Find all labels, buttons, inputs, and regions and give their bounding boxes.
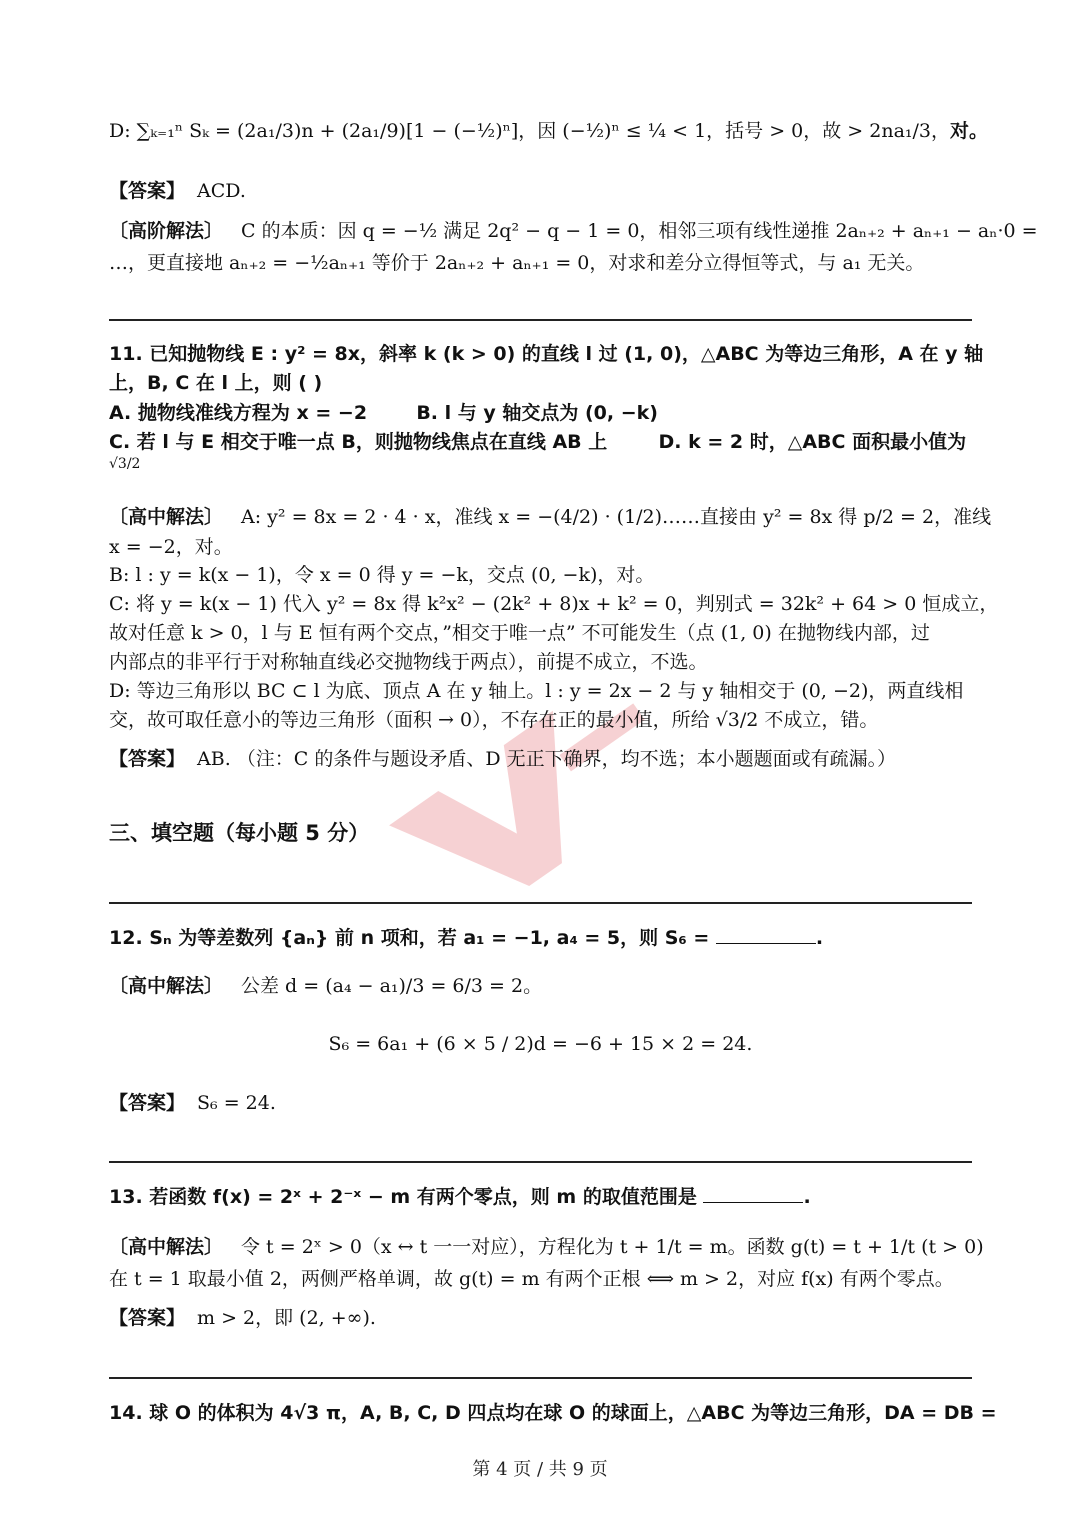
- answer-blank: [716, 925, 816, 944]
- q13-stem: 13. 若函数 f(x) = 2ˣ + 2⁻ˣ − m 有两个零点，则 m 的取值范围是 .: [109, 1186, 811, 1208]
- q14-stem: 14. 球 O 的体积为 4√3 π，A, B, C, D 四点均在球 O 的球面上，△ABC 为等边三角形，DA = DB =: [109, 1402, 997, 1424]
- divider: [109, 1161, 972, 1163]
- q12-display-equation: S₆ = 6a₁ + (6 × 5 / 2)d = −6 + 15 × 2 = 24.: [328, 1033, 753, 1055]
- q11-solution-c1: C: 将 y = k(x − 1) 代入 y² = 8x 得 k²x² − (2k² + 8)x + k² = 0，判别式 = 32k² + 64 > 0 恒成立，: [109, 593, 999, 615]
- q11-option-b: B. l 与 y 轴交点为 (0, −k): [416, 402, 658, 424]
- q13-solution-line1: 〔高中解法〕 令 t = 2ˣ > 0（x ↔ t 一一对应），方程化为 t + 1/t = m。函数 g(t) = t + 1/t (t > 0): [109, 1236, 984, 1258]
- q13-answer: 【答案】 m > 2，即 (2, +∞).: [109, 1307, 376, 1329]
- q11-option-d-fraction: √3/2: [109, 456, 141, 472]
- q11-stem-line2: 上，B, C 在 l 上，则 ( ): [109, 372, 323, 394]
- q12-answer: 【答案】 S₆ = 24.: [109, 1092, 276, 1114]
- section-title: 三、填空题（每小题 5 分）: [109, 821, 370, 845]
- q11-solution-d2: 交，故可取任意小的等边三角形（面积 → 0），不存在正的最小值，所给 √3/2 不成立，错。: [109, 709, 879, 731]
- q12-solution-line: 〔高中解法〕 公差 d = (a₄ − a₁)/3 = 6/3 = 2。: [109, 975, 543, 997]
- q11-option-c: C. 若 l 与 E 相交于唯一点 B，则抛物线焦点在直线 AB 上: [109, 431, 608, 453]
- q11-solution-d1: D: 等边三角形以 BC ⊂ l 为底、顶点 A 在 y 轴上。l : y = 2x − 2 与 y 轴相交于 (0, −2)，两直线相: [109, 680, 964, 702]
- q10-answer: 【答案】 ACD.: [109, 180, 246, 202]
- q12-stem: 12. Sₙ 为等差数列 {aₙ} 前 n 项和，若 a₁ = −1, a₄ = 5，则 S₆ = .: [109, 927, 824, 949]
- q10-d-line: D: ∑ₖ₌₁ⁿ Sₖ = (2a₁/3)n + (2a₁/9)[1 − (−½)ⁿ]，因 (−½)ⁿ ≤ ¼ < 1，括号 > 0，故 > 2na₁/3，对。: [109, 120, 989, 142]
- q11-stem-line1: 11. 已知抛物线 E : y² = 8x，斜率 k (k > 0) 的直线 l 过 (1, 0)，△ABC 为等边三角形，A 在 y 轴: [109, 343, 984, 365]
- answer-blank: [703, 1184, 803, 1203]
- q11-solution-a1: 〔高中解法〕 A: y² = 8x = 2 · 4 · x，准线 x = −(4/2) · (1/2)……直接由 y² = 8x 得 p/2 = 2，准线: [109, 506, 992, 528]
- divider: [109, 1377, 972, 1379]
- q11-options-ab: [109, 400, 972, 426]
- q13-solution-line2: 在 t = 1 取最小值 2，两侧严格单调，故 g(t) = m 有两个正根 ⟺ m > 2，对应 f(x) 有两个零点。: [109, 1268, 954, 1290]
- q10-advanced-line1: 〔高阶解法〕 C 的本质：因 q = −½ 满足 2q² − q − 1 = 0，相邻三项有线性递推 2aₙ₊₂ + aₙ₊₁ − aₙ·0 =: [109, 220, 1038, 242]
- divider: [109, 319, 972, 321]
- page-footer: 第 4 页 / 共 9 页: [472, 1459, 608, 1480]
- q11-solution-b: B: l : y = k(x − 1)，令 x = 0 得 y = −k，交点 (0, −k)，对。: [109, 564, 655, 586]
- q11-options-cd: [109, 429, 972, 455]
- q11-answer: 【答案】 AB. （注：C 的条件与题设矛盾、D 无正下确界，均不选；本小题题面或有疏漏。）: [109, 748, 897, 770]
- q11-solution-c3: 内部点的非平行于对称轴直线必交抛物线于两点），前提不成立，不选。: [109, 651, 708, 673]
- divider: [109, 902, 972, 904]
- q11-option-d: D. k = 2 时，△ABC 面积最小值为: [658, 431, 967, 453]
- q11-solution-c2: 故对任意 k > 0，l 与 E 恒有两个交点，”相交于唯一点” 不可能发生（点 (1, 0) 在抛物线内部，过: [109, 622, 930, 644]
- q10-advanced-line2: …，更直接地 aₙ₊₂ = −½aₙ₊₁ 等价于 2aₙ₊₂ + aₙ₊₁ = 0，对求和差分立得恒等式，与 a₁ 无关。: [109, 252, 925, 274]
- q11-option-a: A. 抛物线准线方程为 x = −2: [109, 402, 368, 424]
- q11-solution-a2: x = −2，对。: [109, 536, 233, 558]
